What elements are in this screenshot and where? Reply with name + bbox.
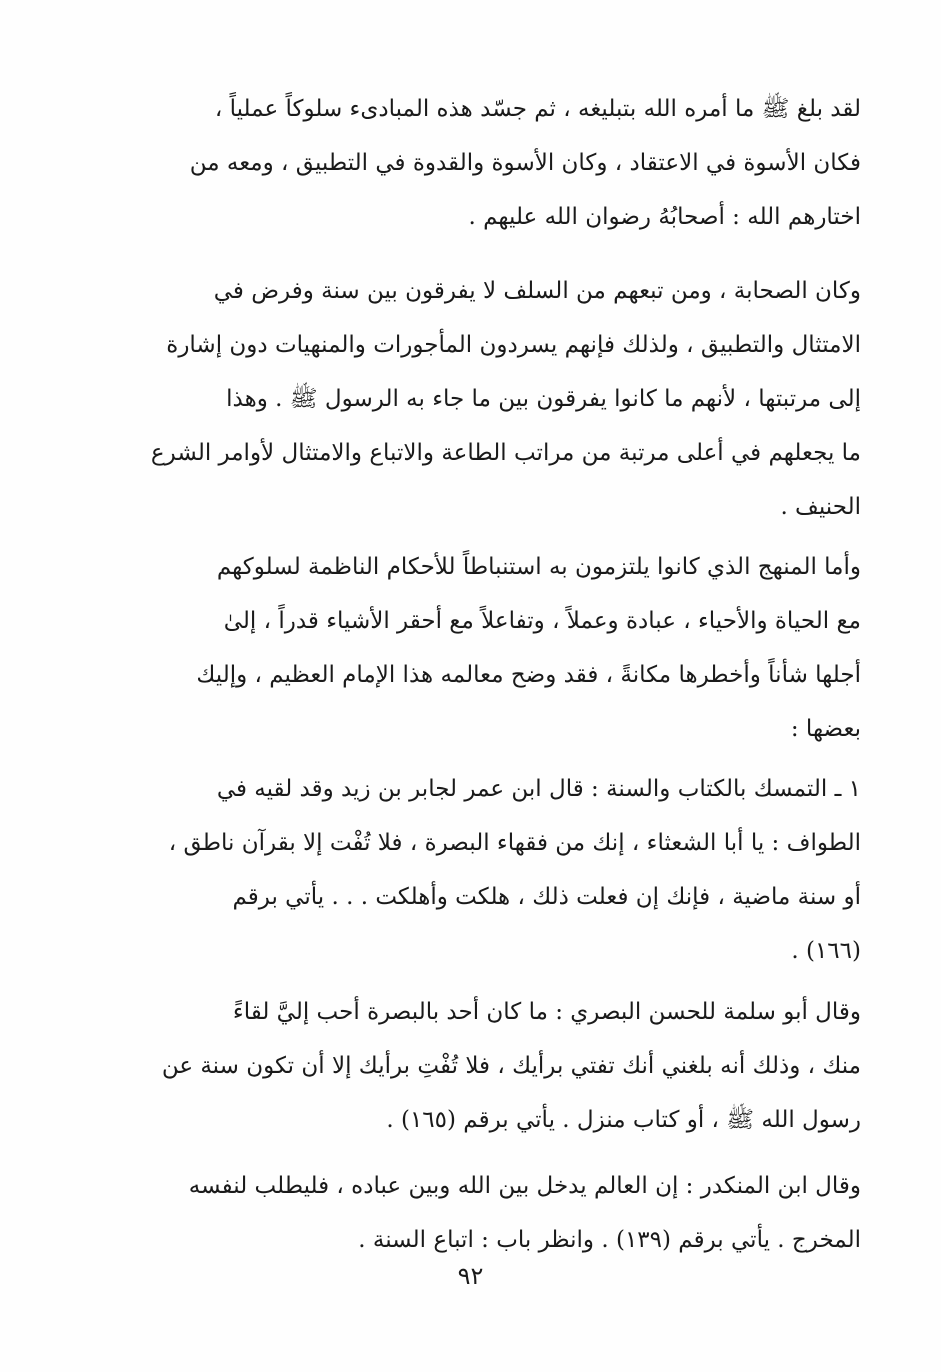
text-line: اختارهم الله : أصحابُهُ رضوان الله عليهم . bbox=[468, 204, 861, 230]
text-line: (١٦٦) . bbox=[791, 938, 861, 964]
text-line: الامتثال والتطبيق ، ولذلك فإنهم يسردون المأجورات والمنهيات دون إشارة bbox=[166, 332, 861, 358]
text-line: إلى مرتبتها ، لأنهم ما كانوا يفرقون بين ما جاء به الرسول ﷺ . وهذا bbox=[226, 386, 861, 412]
text-line: وكان الصحابة ، ومن تبعهم من السلف لا يفرقون بين سنة وفرض في bbox=[213, 278, 861, 304]
paragraph-3 bbox=[84, 540, 861, 756]
text-line: لقد بلغ ﷺ ما أمره الله بتبليغه ، ثم جسّد هذه المبادىء سلوكاً عملياً ، bbox=[214, 96, 861, 122]
paragraph-4 bbox=[84, 762, 861, 978]
paragraph-6 bbox=[84, 1159, 861, 1267]
text-line: منك ، وذلك أنه بلغني أنك تفتي برأيك ، فلا تُفْتِ برأيك إلا أن تكون سنة عن bbox=[161, 1053, 861, 1079]
text-line: فكان الأسوة في الاعتقاد ، وكان الأسوة والقدوة في التطبيق ، ومعه من bbox=[189, 150, 861, 176]
text-line: مع الحياة والأحياء ، عبادة وعملاً ، وتفاعلاً مع أحقر الأشياء قدراً ، إلىٰ bbox=[223, 608, 861, 634]
page-number: ٩٢ bbox=[457, 1262, 484, 1290]
text-line: ١ ـ التمسك بالكتاب والسنة : قال ابن عمر لجابر بن زيد وقد لقيه في bbox=[216, 776, 861, 802]
paragraph-5 bbox=[84, 985, 861, 1147]
text-line: أو سنة ماضية ، فإنك إن فعلت ذلك ، هلكت وأهلكت . . . يأتي برقم bbox=[232, 884, 861, 910]
text-line: ما يجعلهم في أعلى مرتبة من مراتب الطاعة والاتباع والامتثال لأوامر الشرع bbox=[150, 440, 861, 466]
text-line: وقال ابن المنكدر : إن العالم يدخل بين الله وبين عباده ، فليطلب لنفسه bbox=[188, 1173, 861, 1199]
text-line: أجلها شأناً وأخطرها مكانةً ، فقد وضح معالمه هذا الإمام العظيم ، وإليك bbox=[196, 662, 861, 688]
text-line: بعضها : bbox=[790, 716, 861, 742]
paragraph-2 bbox=[84, 264, 861, 534]
paragraph-1 bbox=[84, 82, 861, 244]
text-line: رسول الله ﷺ ، أو كتاب منزل . يأتي برقم (١٦٥) . bbox=[386, 1107, 861, 1133]
text-line: المخرج . يأتي برقم (١٣٩) . وانظر باب : اتباع السنة . bbox=[358, 1227, 861, 1253]
text-line: وأما المنهج الذي كانوا يلتزمون به استنباطاً للأحكام الناظمة لسلوكهم bbox=[216, 554, 861, 580]
text-line: الحنيف . bbox=[780, 494, 861, 520]
text-line: وقال أبو سلمة للحسن البصري : ما كان أحد بالبصرة أحب إليَّ لقاءً bbox=[232, 999, 861, 1025]
text-line: الطواف : يا أبا الشعثاء ، إنك من فقهاء البصرة ، فلا تُفْت إلا بقرآن ناطق ، bbox=[168, 830, 861, 856]
